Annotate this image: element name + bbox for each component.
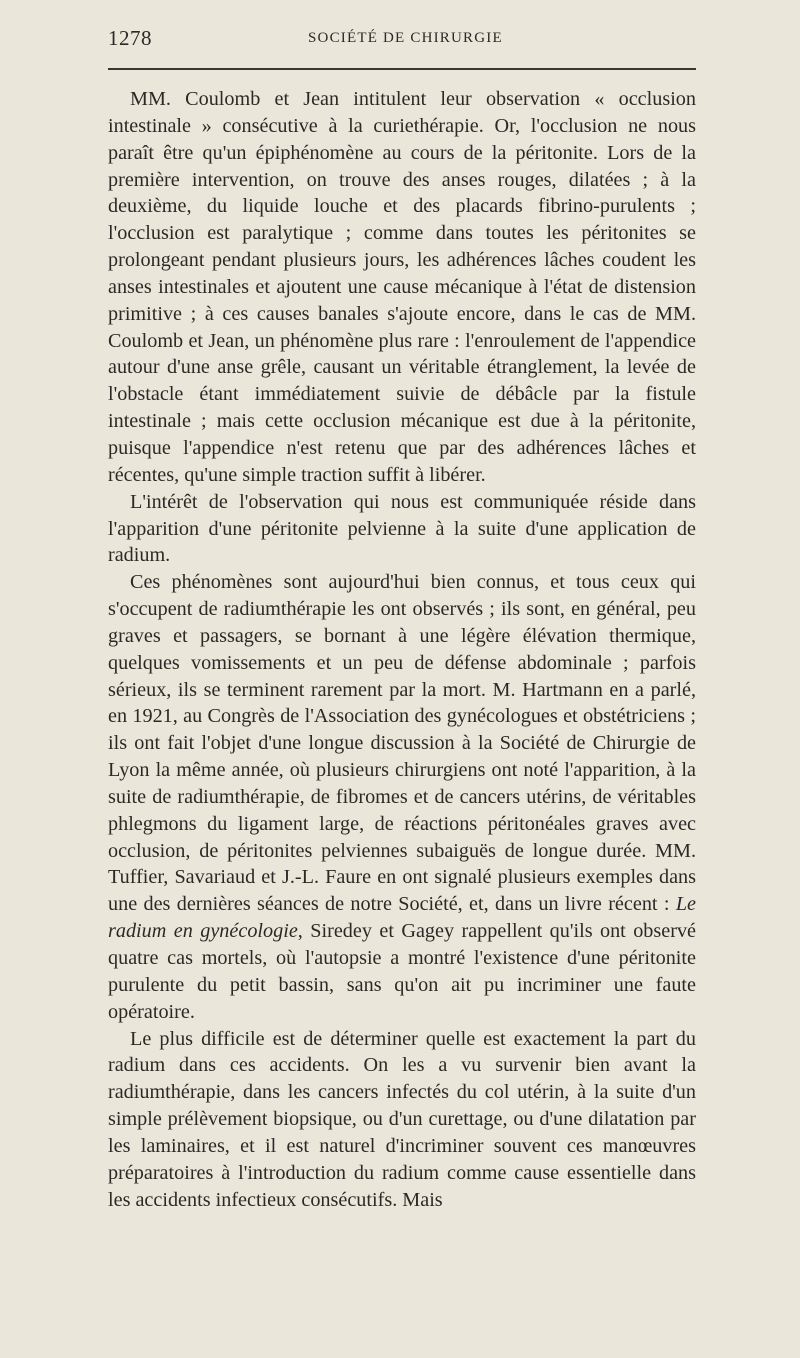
running-head [108,26,696,52]
body-text [108,86,696,1213]
paragraph-interest: L'intérêt de l'observation qui nous est communiquée réside dans l'apparition d'une péritonite pelvienne à la suite d'une application de radium. [108,490,696,567]
header-rule [108,68,696,70]
paragraph-occlusion: MM. Coulomb et Jean intitulent leur observation « occlusion intestinale » consécutive à la curiethérapie. Or, l'occlusion ne nous paraît être qu'un épiphénomène au cours de la péritonite. Lors de la première intervention, on trouve des anses rouges, dilatées ; à la deuxième, du liquide louche et des placards fibrino-purulents ; l'occlusion est paralytique ; comme dans toutes les péritonites se prolongeant pendant plusieurs jours, les adhérences lâches coudent les anses intestinales et ajoutent une cause mécanique à l'état de distension primitive ; à ces causes banales s'ajoute encore, dans le cas de MM. Coulomb et Jean, un phénomène plus rare : l'enroulement de l'appendice autour d'une anse grêle, causant un véritable étranglement, la levée de l'obstacle étant immédiatement suivie de débâcle par la fistule intestinale ; mais cette occlusion mécanique est due à la péritonite, puisque l'appendice n'est retenu que par des adhérences lâches et récentes, qu'une simple traction suffit à libérer. [108,88,696,486]
paragraph-phenomena-text-before: Ces phénomènes sont aujourd'hui bien connus, et tous ceux qui s'occupent de radiumthérapie les ont observés ; ils sont, en général, peu graves et passagers, se bornant à une légère élévation thermique, quelques vomissements et un peu de défense abdominale ; parfois sérieux, ils se terminent rarement par la mort. M. Hartmann en a parlé, en 1921, au Congrès de l'Association des gynécologues et obstétriciens ; ils ont fait l'objet d'une longue discussion à la Société de Chirurgie de Lyon la même année, où plusieurs chirurgiens ont noté l'apparition, à la suite de radiumthérapie, de fibromes et de cancers utérins, de véritables phlegmons du ligament large, de réactions péritonéales graves avec occlusion, de péritonites pelviennes subaiguës de longue durée. MM. Tuffier, Savariaud et J.-L. Faure en ont signalé plusieurs exemples dans une des dernières séances de notre Société, et, dans un livre récent : [108,571,696,916]
paragraph-phenomena [108,569,696,1025]
page-number: 1278 [108,26,152,50]
paragraph-phenomena-text-after: , Siredey et Gagey rappellent qu'ils ont observé quatre cas mortels, où l'autopsie a montré l'existence d'une péritonite purulente du petit bassin, sans qu'on ait pu incriminer une faute opératoire. [108,920,696,1023]
book-title: Le radium en gynécologie [108,893,696,943]
running-title: SOCIÉTÉ DE CHIRURGIE [308,30,503,46]
paragraph-difficulty: Le plus difficile est de déterminer quelle est exactement la part du radium dans ces accidents. On les a vu survenir bien avant la radiumthérapie, dans les cancers infectés du col utérin, à la suite d'un simple prélèvement biopsique, ou d'un curettage, ou d'une dilatation par les laminaires, et il est naturel d'incriminer souvent ces manœuvres préparatoires à l'introduction du radium comme cause essentielle dans les accidents infectieux consécutifs. Mais [108,1027,696,1211]
